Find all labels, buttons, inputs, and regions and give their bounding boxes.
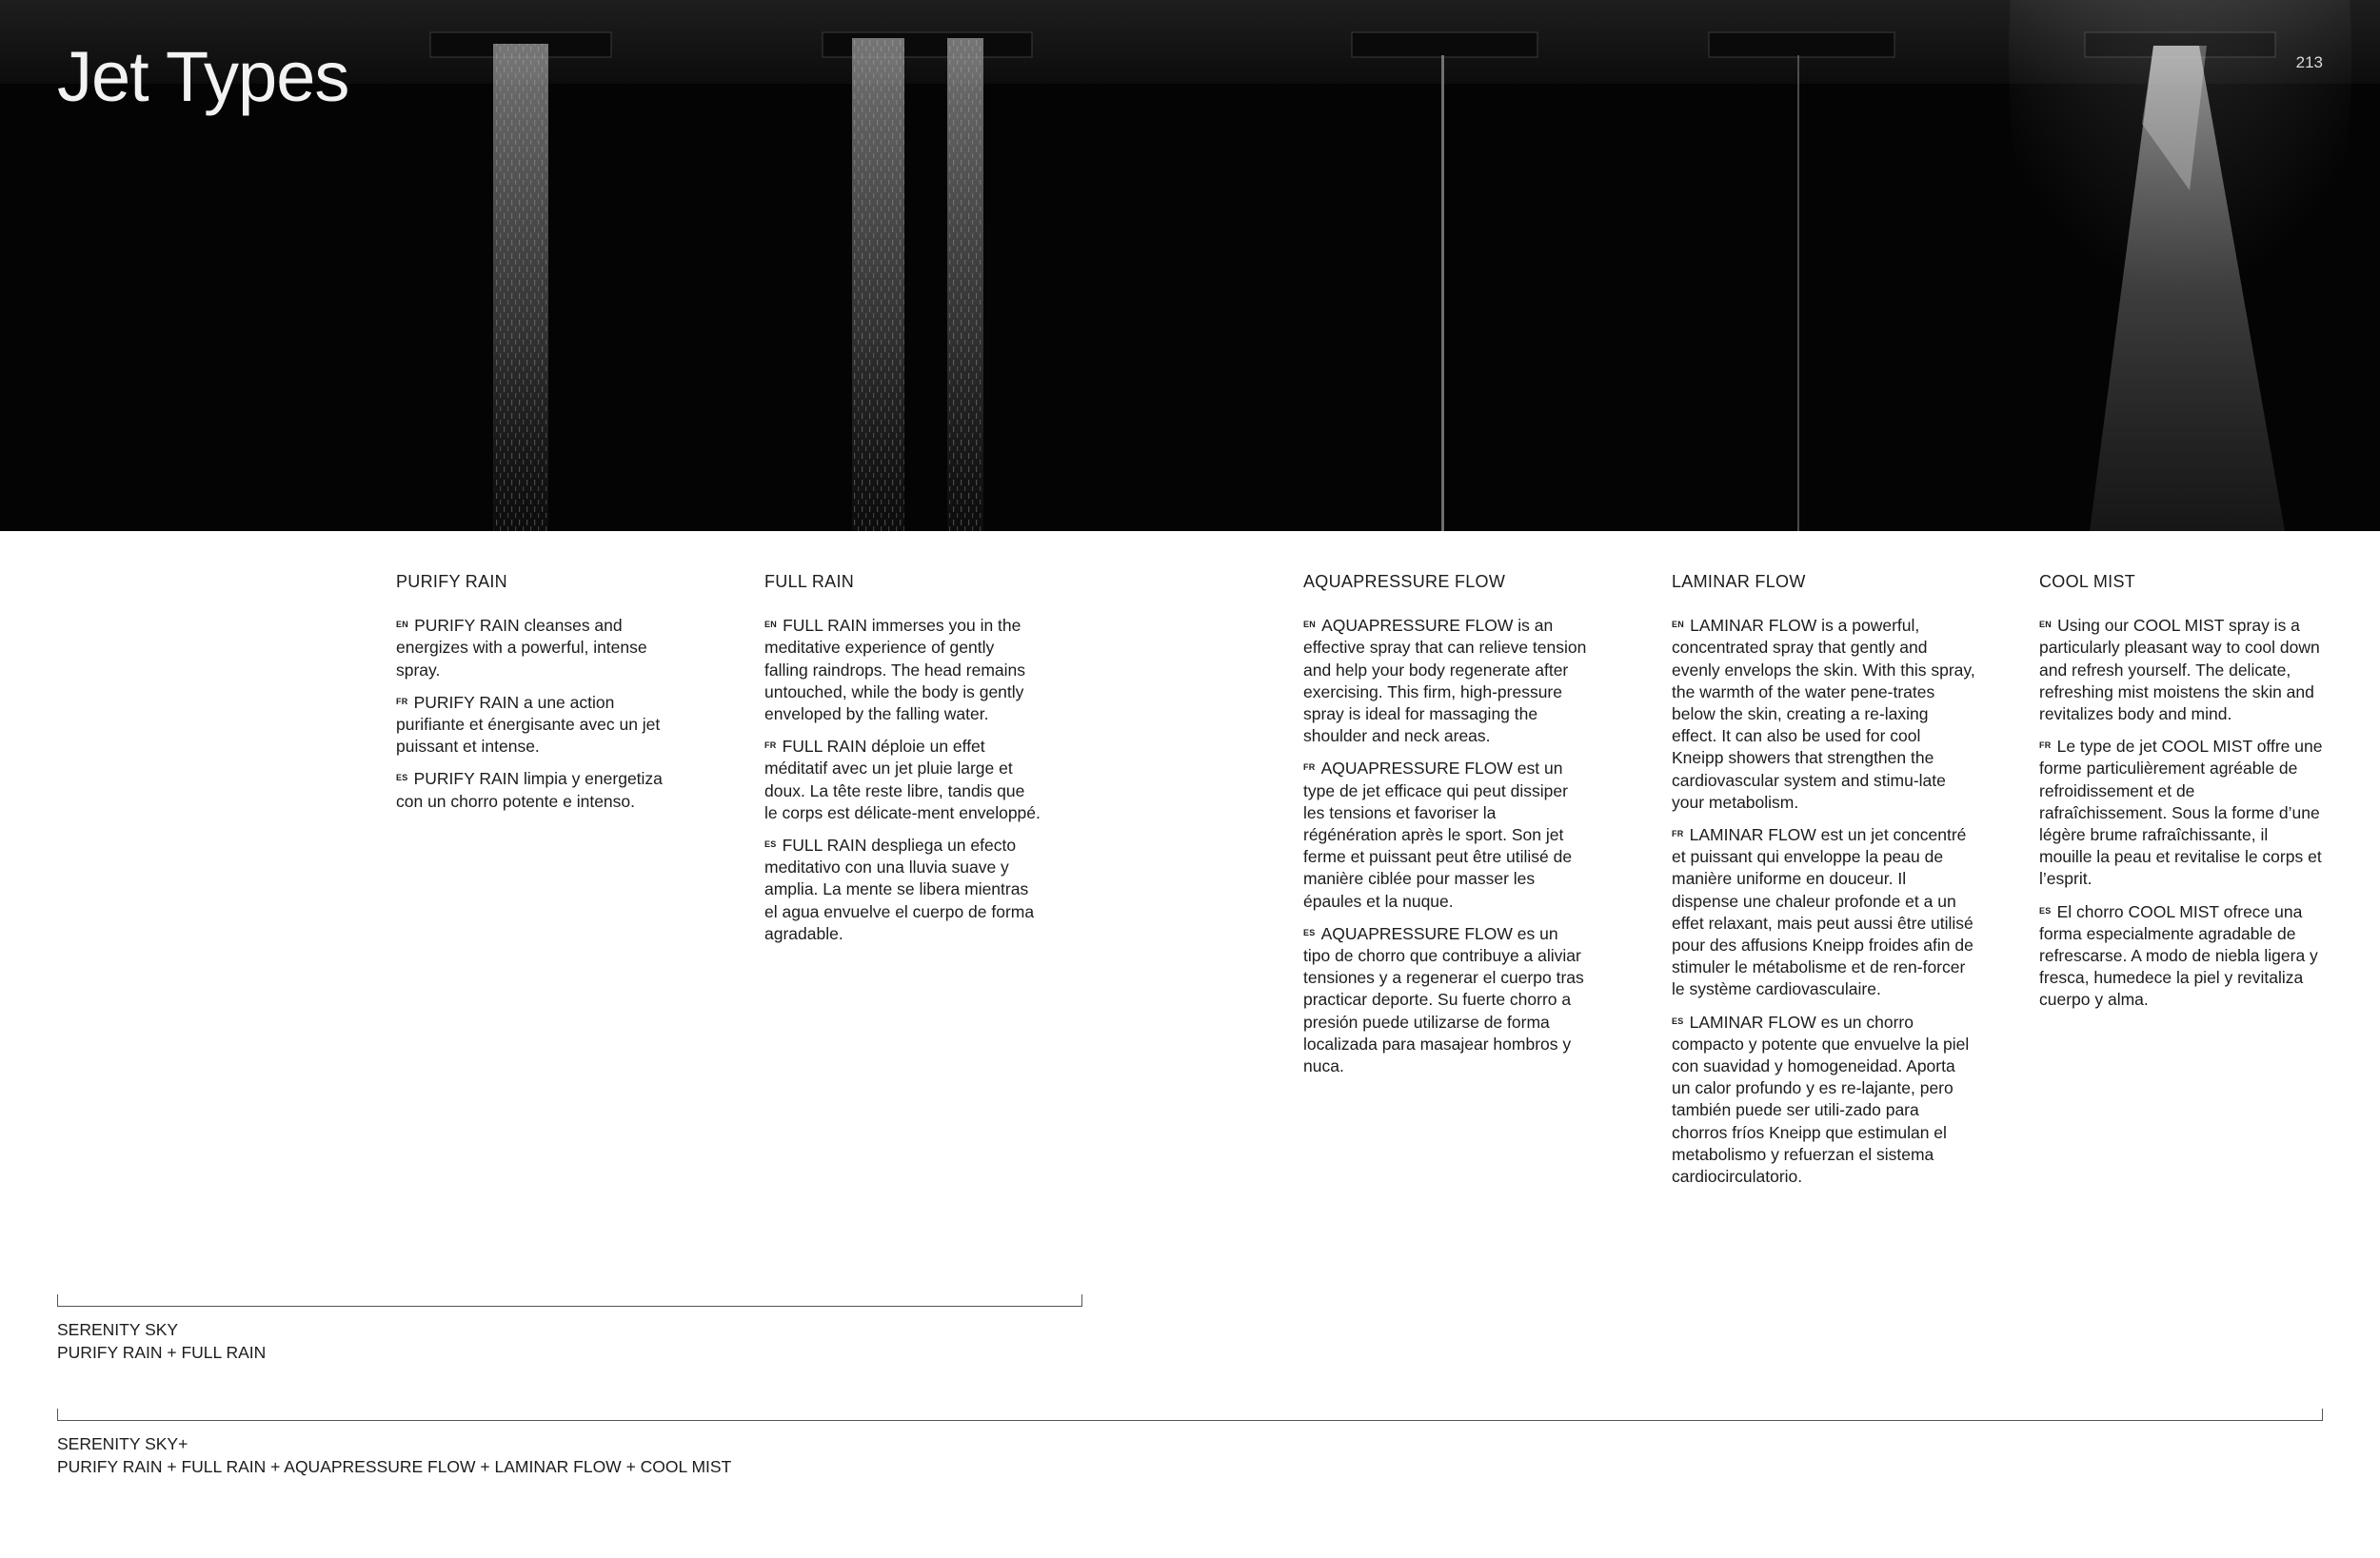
- lang-tag: FR: [396, 696, 408, 706]
- combination-bracket-serenity-sky: [57, 1294, 1082, 1307]
- combination-components: PURIFY RAIN + FULL RAIN: [57, 1343, 267, 1362]
- jet-desc-text: LAMINAR FLOW is a powerful, concentrated spray that gently and evenly envelops the skin. With this spray, the warmth of the water pene-trates below the skin, creating a re-laxing effect. It can also be used for cool Kneipp showers that strengthen the cardiovascular system and stimu-late your metabolism.: [1672, 616, 1975, 812]
- jet-desc-text: FULL RAIN immerses you in the meditative experience of gently falling raindrops. The head remains untouched, while the body is gently enveloped by the falling water.: [764, 616, 1026, 724]
- jet-desc-text: LAMINAR FLOW est un jet concentré et puissant qui enveloppe la peau de manière uniforme en douceur. Il dispense une chaleur profonde et a un effet relaxant, mais peut aussi être utilisé pour des affusions Kneipp froides afin de stimuler le métabolisme et de ren-forcer le système cardiovasculaire.: [1672, 825, 1973, 999]
- jet-column-cool-mist: [2039, 571, 2325, 1021]
- jet-desc-es: [1303, 922, 1589, 1077]
- combination-serenity-sky-plus: [57, 1432, 731, 1478]
- jet-desc-fr: [764, 735, 1041, 824]
- page-title: Jet Types: [57, 37, 349, 116]
- jet-desc-text: AQUAPRESSURE FLOW es un tipo de chorro que contribuye a aliviar tensiones y a regenerar el cuerpo tras practicar deporte. Su fuerte chorro a presión puede utilizarse de forma localizada para masajear hombros y nuca.: [1303, 923, 1584, 1076]
- jet-desc-text: PURIFY RAIN limpia y energetiza con un chorro potente e intenso.: [396, 769, 663, 811]
- jet-desc-text: LAMINAR FLOW es un chorro compacto y potente que envuelve la piel con suavidad y homogeneidad. Aporta un calor profundo y es re-lajante, pero también puede ser utili-zado para chorros fríos Kneipp que estimulan el metabolismo y refuerzan el sistema cardiocirculatorio.: [1672, 1012, 1970, 1187]
- jet-desc-text: El chorro COOL MIST ofrece una forma especialmente agradable de refrescarse. A modo de niebla ligera y fresca, humedece la piel y revitaliza cuerpo y alma.: [2039, 901, 2318, 1010]
- lang-tag: ES: [396, 773, 408, 783]
- lang-tag: ES: [1672, 1016, 1684, 1026]
- jet-desc-text: AQUAPRESSURE FLOW is an effective spray that can relieve tension and help your body regenerate after exercising. This firm, high-pressure spray is ideal for massaging the shoulder and neck areas.: [1303, 616, 1587, 746]
- lang-tag: EN: [396, 620, 409, 630]
- jet-column-purify-rain: [396, 571, 672, 822]
- jet-desc-en: [396, 614, 672, 681]
- jet-desc-text: AQUAPRESSURE FLOW est un type de jet efficace qui peut dissiper les tensions et favoriser la régénération après le sport. Son jet ferme et puissant peut être utilisé de manière ciblée pour masser les épaules et la nuque.: [1303, 759, 1573, 911]
- jet-heading: FULL RAIN: [764, 572, 855, 591]
- lang-tag: FR: [1672, 829, 1684, 839]
- combination-name: SERENITY SKY+: [57, 1434, 188, 1453]
- jet-desc-en: [2039, 614, 2325, 725]
- jet-desc-en: [1303, 614, 1589, 747]
- jet-heading: COOL MIST: [2039, 572, 2136, 591]
- lang-tag: FR: [2039, 740, 2052, 751]
- jet-desc-text: FULL RAIN déploie un effet méditatif avec un jet pluie large et doux. La tête reste libre, tandis que le corps est délicate-ment enveloppé.: [764, 737, 1041, 822]
- jet-desc-fr: [1672, 823, 1976, 1001]
- combination-bracket-serenity-sky-plus: [57, 1409, 2323, 1421]
- jet-column-laminar-flow: [1672, 571, 1976, 1197]
- combination-components: PURIFY RAIN + FULL RAIN + AQUAPRESSURE FLOW + LAMINAR FLOW + COOL MIST: [57, 1457, 732, 1476]
- jet-desc-text: FULL RAIN despliega un efecto meditativo con una lluvia suave y amplia. La mente se libera mientras el agua envuelve el cuerpo de forma agradable.: [764, 836, 1035, 943]
- jet-desc-fr: [396, 691, 672, 759]
- jet-desc-text: PURIFY RAIN a une action purifiante et énergisante avec un jet puissant et intense.: [396, 692, 661, 757]
- combination-name: SERENITY SKY: [57, 1320, 179, 1339]
- jet-desc-fr: [1303, 757, 1589, 912]
- jet-desc-en: [764, 614, 1041, 725]
- jet-desc-es: [396, 767, 672, 812]
- lang-tag: ES: [764, 839, 777, 850]
- jet-heading: PURIFY RAIN: [396, 572, 507, 591]
- combination-serenity-sky: [57, 1318, 266, 1364]
- jet-desc-text: Le type de jet COOL MIST offre une forme particulièrement agréable de refroidissement et de rafraîchissement. Sous la forme d’une légère brume rafraîchissante, il mouille la peau et revitalise le corps et l’esprit.: [2039, 737, 2323, 889]
- jet-desc-es: [1672, 1011, 1976, 1189]
- lang-tag: EN: [2039, 620, 2053, 630]
- jet-desc-en: [1672, 614, 1976, 814]
- jet-desc-text: PURIFY RAIN cleanses and energizes with a powerful, intense spray.: [396, 616, 647, 680]
- hero-photo: [0, 0, 2380, 531]
- lang-tag: EN: [764, 620, 778, 630]
- jet-desc-text: Using our COOL MIST spray is a particularly pleasant way to cool down and refresh yourself. The delicate, refreshing mist moistens the skin and revitalizes body and mind.: [2039, 616, 2320, 724]
- lang-tag: FR: [764, 740, 777, 751]
- page-number: 213: [2295, 53, 2323, 71]
- jet-column-aquapressure-flow: [1303, 571, 1589, 1087]
- lang-tag: ES: [1303, 927, 1316, 937]
- lang-tag: ES: [2039, 905, 2052, 916]
- jet-heading: AQUAPRESSURE FLOW: [1303, 572, 1506, 591]
- jet-desc-es: [764, 834, 1041, 945]
- jet-column-full-rain: [764, 571, 1041, 955]
- lang-tag: EN: [1672, 620, 1685, 630]
- jet-heading: LAMINAR FLOW: [1672, 572, 1806, 591]
- lang-tag: FR: [1303, 762, 1316, 773]
- jet-desc-es: [2039, 900, 2325, 1012]
- jet-desc-fr: [2039, 735, 2325, 890]
- lang-tag: EN: [1303, 620, 1317, 630]
- shower-jets-illustration: [0, 0, 2380, 531]
